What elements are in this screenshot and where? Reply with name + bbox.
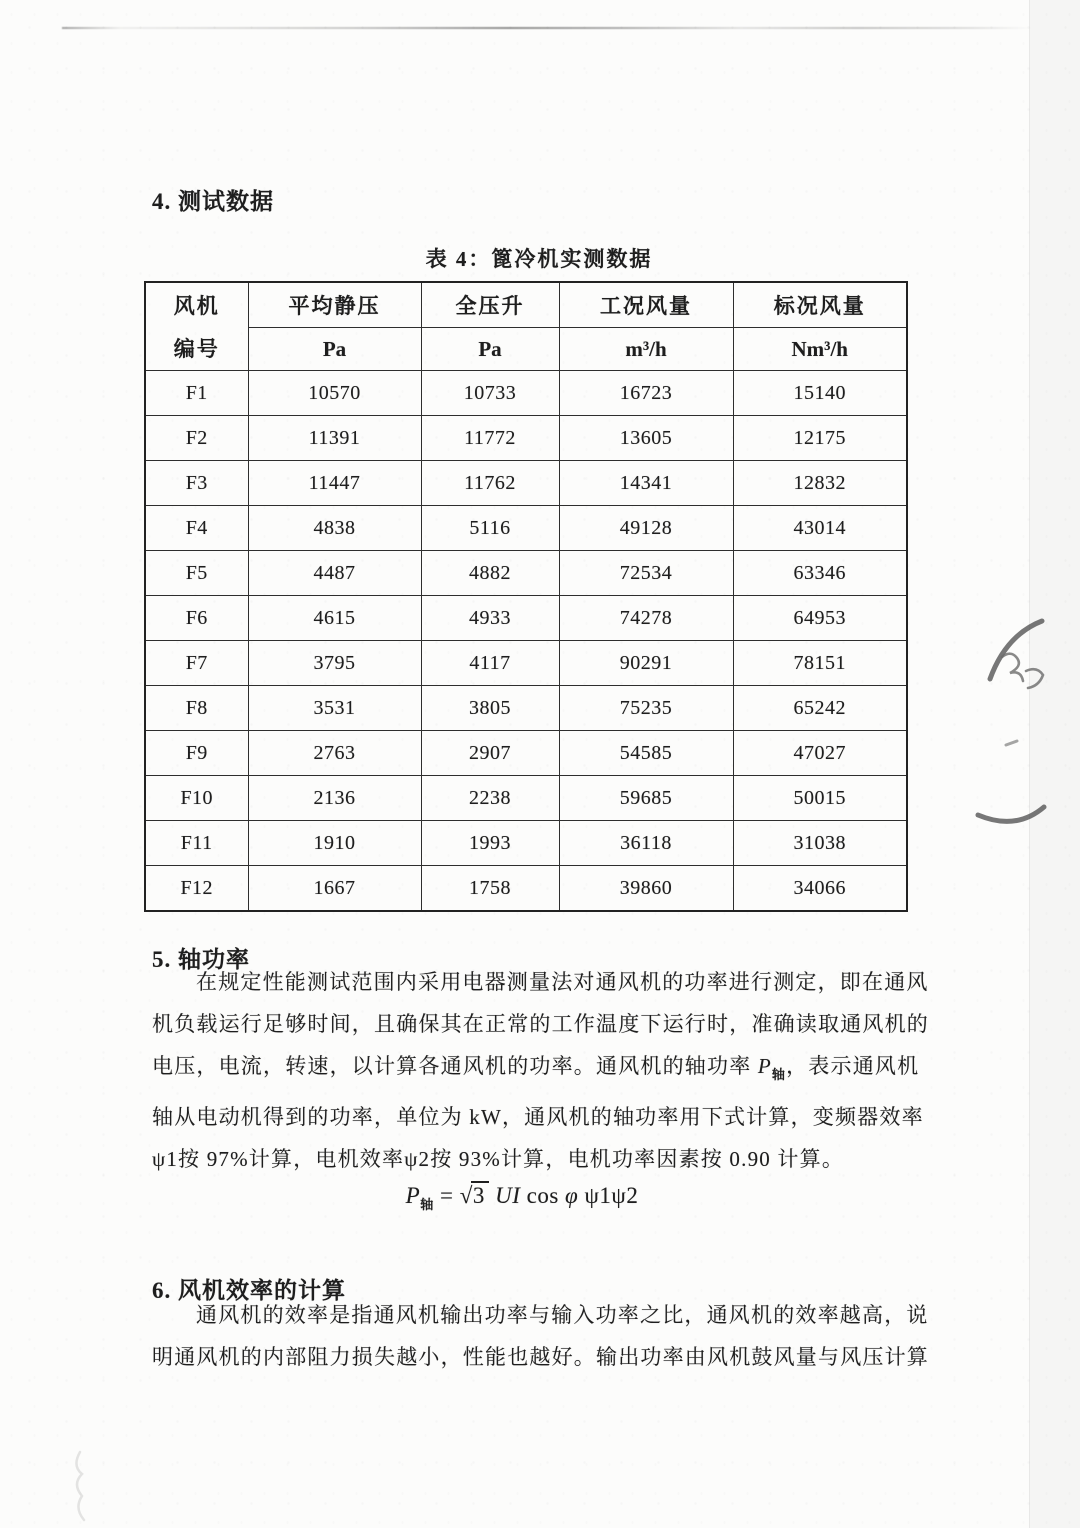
table-row: [145, 371, 907, 416]
p-subscript: 轴: [771, 1067, 787, 1082]
value-cell: 13605: [559, 416, 733, 461]
section-6-heading: 6. 风机效率的计算: [152, 1278, 346, 1303]
col-header-total-pressure-rise: 全压升: [421, 282, 559, 328]
table-row: [145, 821, 907, 866]
formula-ui: UI: [488, 1183, 527, 1208]
fan-id-cell: F7: [145, 641, 248, 686]
paragraph-line: 在规定性能测试范围内采用电器测量法对通风机的功率进行测定，即在通风: [196, 970, 929, 994]
value-cell: 2238: [421, 776, 559, 821]
col-header-static-pressure: 平均静压: [248, 282, 421, 328]
value-cell: 78151: [733, 641, 907, 686]
value-cell: 74278: [559, 596, 733, 641]
table-row: [145, 551, 907, 596]
value-cell: 36118: [559, 821, 733, 866]
fan-id-cell: F1: [145, 371, 248, 416]
section-6-paragraph: [152, 1294, 932, 1378]
shaft-power-formula: [152, 1183, 892, 1213]
table-row: [145, 641, 907, 686]
value-cell: 12175: [733, 416, 907, 461]
value-cell: 15140: [733, 371, 907, 416]
table-row: [145, 686, 907, 731]
value-cell: 10733: [421, 371, 559, 416]
fan-id-header: [145, 282, 248, 371]
paragraph-line: 通风机的效率是指通风机输出功率与输入功率之比，通风机的效率越高，说: [196, 1303, 929, 1327]
fan-id-header-line2: 编号: [173, 337, 220, 361]
value-cell: 39860: [559, 866, 733, 912]
header-unit-row: [145, 328, 907, 371]
section-5-heading: 5. 轴功率: [152, 947, 250, 972]
value-cell: 43014: [733, 506, 907, 551]
fan-table-header: [145, 282, 907, 371]
fan-id-cell: F8: [145, 686, 248, 731]
value-cell: 4838: [248, 506, 421, 551]
value-cell: 11391: [248, 416, 421, 461]
table-row: [145, 776, 907, 821]
value-cell: 16723: [559, 371, 733, 416]
value-cell: 1667: [248, 866, 421, 912]
value-cell: 1993: [421, 821, 559, 866]
value-cell: 3805: [421, 686, 559, 731]
value-cell: 14341: [559, 461, 733, 506]
fan-id-cell: F6: [145, 596, 248, 641]
paragraph-line: ψ1按 97%计算，电机效率ψ2按 93%计算，电机功率因素按 0.90 计算。: [152, 1147, 845, 1171]
paragraph-line: [152, 1045, 932, 1096]
paragraph-line: 机负载运行足够时间，且确保其在正常的工作温度下运行时，准确读取通风机的: [152, 1012, 929, 1036]
fan-id-cell: F5: [145, 551, 248, 596]
table-row: [145, 461, 907, 506]
value-cell: 90291: [559, 641, 733, 686]
formula-cos: cos: [526, 1183, 566, 1208]
value-cell: 2907: [421, 731, 559, 776]
value-cell: 4487: [248, 551, 421, 596]
seal-stamp-artifact: [940, 595, 1080, 855]
value-cell: 11447: [248, 461, 421, 506]
value-cell: 2136: [248, 776, 421, 821]
formula-psi: ψ1ψ2: [578, 1183, 639, 1208]
formula-equals: =: [433, 1183, 460, 1208]
section-4-heading: 4. 测试数据: [152, 189, 274, 214]
value-cell: 31038: [733, 821, 907, 866]
formula-p: P: [405, 1183, 421, 1208]
col-header-standard-flow: 标况风量: [733, 282, 907, 328]
scan-artifact-top-streak: [62, 27, 1032, 29]
value-cell: 1910: [248, 821, 421, 866]
section-5-paragraph: [152, 961, 932, 1180]
fan-id-cell: F11: [145, 821, 248, 866]
value-cell: 3531: [248, 686, 421, 731]
scan-artifact-bottom-smudge: [66, 1448, 116, 1526]
line-text: 电压，电流，转速，以计算各通风机的功率。通风机的轴功率: [152, 1054, 758, 1078]
formula-radicand: 3: [471, 1181, 489, 1208]
fan-id-cell: F12: [145, 866, 248, 912]
value-cell: 4882: [421, 551, 559, 596]
formula-phi: φ: [565, 1183, 579, 1208]
fan-id-cell: F3: [145, 461, 248, 506]
table-row: [145, 506, 907, 551]
paragraph-line: 轴从电动机得到的功率，单位为 kW，通风机的轴功率用下式计算，变频器效率: [152, 1105, 924, 1129]
value-cell: 4117: [421, 641, 559, 686]
paragraph-line: 明通风机的内部阻力损失越小，性能也越好。输出功率由风机鼓风量与风压计算: [152, 1345, 929, 1369]
value-cell: 65242: [733, 686, 907, 731]
value-cell: 49128: [559, 506, 733, 551]
value-cell: 1758: [421, 866, 559, 912]
fan-id-header-line1: 风机: [173, 294, 220, 318]
p-symbol: P: [757, 1054, 772, 1078]
unit-static-pressure: Pa: [248, 328, 421, 371]
value-cell: 64953: [733, 596, 907, 641]
table-row: [145, 866, 907, 912]
fan-id-cell: F9: [145, 731, 248, 776]
value-cell: 2763: [248, 731, 421, 776]
formula-p-subscript: 轴: [420, 1197, 434, 1212]
col-header-working-flow: 工况风量: [559, 282, 733, 328]
unit-total-pressure-rise: Pa: [421, 328, 559, 371]
value-cell: 3795: [248, 641, 421, 686]
fan-id-cell: F4: [145, 506, 248, 551]
value-cell: 5116: [421, 506, 559, 551]
value-cell: 50015: [733, 776, 907, 821]
unit-standard-flow: Nm³/h: [733, 328, 907, 371]
fan-data-table: [144, 281, 908, 912]
line-text: ，表示通风机: [786, 1054, 920, 1078]
value-cell: 34066: [733, 866, 907, 912]
value-cell: 75235: [559, 686, 733, 731]
value-cell: 12832: [733, 461, 907, 506]
value-cell: 59685: [559, 776, 733, 821]
value-cell: 11772: [421, 416, 559, 461]
value-cell: 72534: [559, 551, 733, 596]
fan-id-cell: F10: [145, 776, 248, 821]
unit-working-flow: m³/h: [559, 328, 733, 371]
table-4-caption: 表 4：篦冷机实测数据: [425, 247, 653, 271]
value-cell: 10570: [248, 371, 421, 416]
formula-radical: √: [459, 1183, 473, 1208]
value-cell: 54585: [559, 731, 733, 776]
fan-id-cell: F2: [145, 416, 248, 461]
value-cell: 11762: [421, 461, 559, 506]
fan-table-body: [145, 371, 907, 912]
value-cell: 4933: [421, 596, 559, 641]
value-cell: 47027: [733, 731, 907, 776]
value-cell: 63346: [733, 551, 907, 596]
header-label-row: [145, 282, 907, 328]
table-row: [145, 731, 907, 776]
table-row: [145, 596, 907, 641]
table-row: [145, 416, 907, 461]
value-cell: 4615: [248, 596, 421, 641]
